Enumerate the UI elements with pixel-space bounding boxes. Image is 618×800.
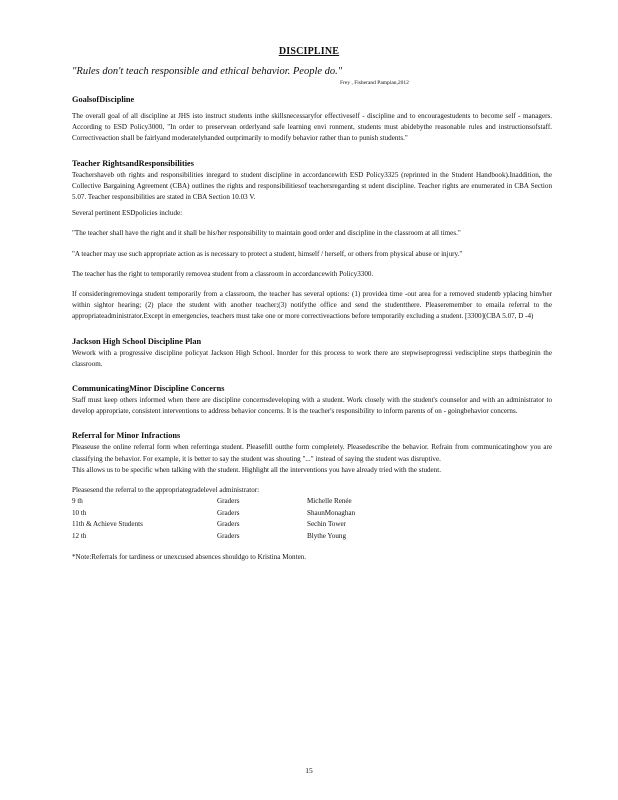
admin-name-cell: Michelle Renée: [307, 497, 352, 506]
table-row: [72, 531, 355, 543]
graders-cell: Graders: [217, 520, 240, 529]
graders-cell: Graders: [217, 532, 240, 541]
referral-paragraph-1: Pleaseuse the online referral form when referringa student. Pleasefill outthe form completely. Pleasedescribe the behavior. Refrain from communicatinghow you are classifying the behavior. For example, it is better to say the student was shouting "..." instead of saying the student was disruptive.: [72, 443, 552, 463]
section-heading-plan: Jackson High School Discipline Plan: [72, 336, 202, 346]
page-number: 15: [305, 766, 313, 775]
teacher-paragraph-2: Several pertinent ESDpolicies include:: [72, 209, 183, 218]
referral-paragraph-3: Pleasesend the referral to the appropriategradelevel administrator:: [72, 486, 260, 495]
section-heading-minor: CommunicatingMinor Discipline Concerns: [72, 384, 225, 394]
referral-paragraph-2: This allows us to be specific when talking with the student. Highlight all the interventions you have already tried with the student.: [72, 465, 441, 474]
grade-cell: 12 th: [72, 532, 87, 541]
grade-cell: 11th & Achieve Students: [72, 520, 143, 529]
minor-paragraph: Staff must keep others informed when there are discipline concernsdeveloping with a student. Work closely with the student's counselor and with an administrator to develop appropriate, consistent interventions to address behavior concerns. It is the teacher's responsibility to inform parents of on - goingbehavior concerns.: [72, 396, 552, 416]
grade-cell: 10 th: [72, 508, 87, 517]
admin-name-cell: ShaunMonaghan: [307, 508, 356, 517]
goals-paragraph: The overall goal of all discipline at JHS isto instruct students inthe skillsnecessaryfor effectiveself - discipline and to encouragestudents to become self - managers. According to ESD Policy3000, "In order to preservean orderlyand safe learning envi ronment, students must abidebythe reasonable rules and instructionsofstaff. Correctiveaction shall be fairlyand moderatelyhanded outprimarily to modify behavior rather than to punish students.": [72, 112, 552, 143]
teacher-quote-2: "A teacher may use such appropriate action as is necessary to protect a student, himself / herself, or others from physical abuse or injury.": [72, 249, 463, 258]
teacher-paragraph-1: Teachershaveb oth rights and responsibilities inregard to student discipline in accordancewith ESD Policy3325 (reprinted in the Student Handbook).Inaddition, the Collective Bargaining Agreement (CBA) outlines the rights and responsibilitiesof teachersregarding st udent discipline. Teacher rights are enumerated in CBA Section 5.07. Teacher responsibilities are stated in CBA Section 10.03 V.: [72, 170, 552, 202]
graders-cell: Graders: [217, 508, 240, 517]
table-row: [72, 519, 355, 531]
referral-note: *Note:Referrals for tardiness or unexcused absences shouldgo to Kristina Monten.: [72, 552, 307, 561]
admin-name-cell: Blythe Young: [307, 532, 347, 541]
teacher-paragraph-5: The teacher has the right to temporarily removea student from a classroom in accordancewith Policy3300.: [72, 269, 374, 278]
table-row: [72, 508, 355, 520]
teacher-paragraph-6: If consideringremovinga student temporarily from a classroom, the teacher has several options: (1) providea time -out area for a removed studentb yplacing him/her within sightor hearing; (2) place the student with another teacher;(3) notifythe office and send the studentthere. Pleaseremember to emaila referral to the appropriateadministrator.Except in emergencies, teachers must take one or more correctiveactions before temporarily excluding a student. [3300](CBA 5.07, D -4): [72, 290, 552, 321]
grade-cell: 9 th: [72, 497, 83, 506]
main-content: [72, 94, 552, 563]
section-heading-referral: Referral for Minor Infractions: [72, 431, 181, 441]
page-title: DISCIPLINE: [278, 46, 340, 57]
admin-name-cell: Sechin Tower: [307, 520, 346, 529]
section-heading-goals: GoalsofDiscipline: [72, 95, 135, 104]
graders-cell: Graders: [217, 497, 240, 506]
section-heading-teacher: Teacher RightsandResponsibilities: [72, 158, 194, 168]
table-row: [72, 496, 355, 508]
teacher-quote-1: "The teacher shall have the right and it shall be his/her responsibility to maintain good order and discipline in the classroom at all times.": [72, 229, 461, 238]
administrator-table: [72, 496, 355, 542]
plan-paragraph: Wework with a progressive discipline policyat Jackson High School. Inorder for this process to work there are stepwiseprogressi vediscipline steps thatbeginin the classroom.: [72, 348, 552, 368]
epigraph-quote: "Rules don't teach responsible and ethical behavior. People do.": [72, 66, 343, 77]
quote-citation: Frey , Fisherand Pampian,2012: [340, 80, 409, 86]
